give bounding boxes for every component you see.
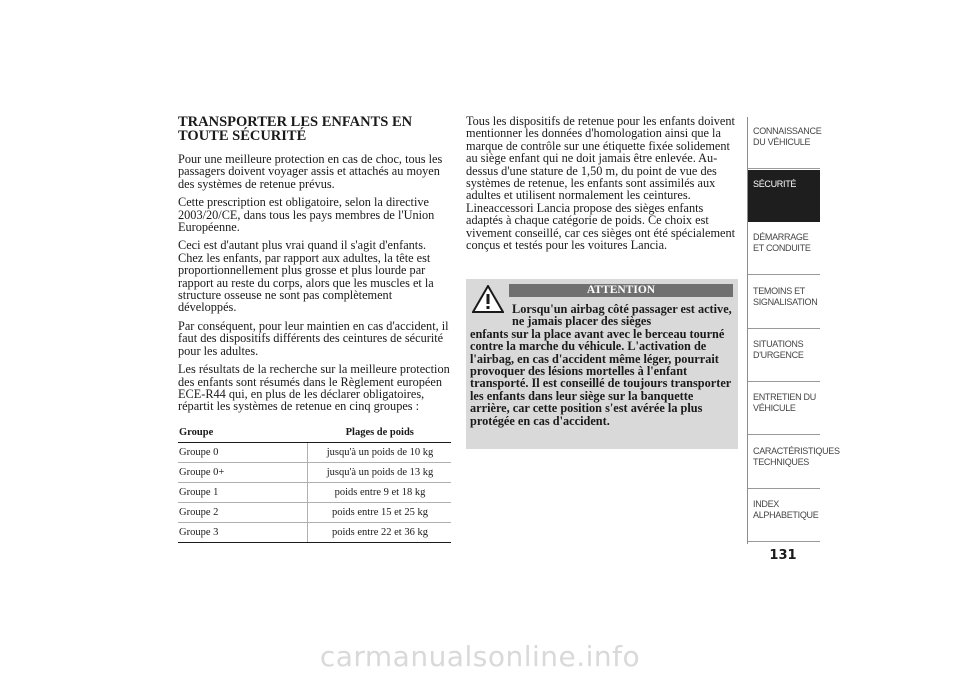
table-row	[178, 503, 451, 523]
sidebar-tab-securite[interactable]: SÉCURITÉ	[748, 170, 820, 222]
paragraph: Par conséquent, pour leur maintien en cas d'accident, il faut des dispositifs différents des ceintures de sécurité pour les adultes.	[178, 318, 449, 358]
paragraph: Pour une meilleure protection en cas de choc, tous les passagers doivent voyager assis et attachés au moyen des systèmes de retenue prévus.	[178, 152, 443, 191]
warning-body: enfants sur la place avant avec le berceau tourné contre la marche du véhicule. L'activation de l'airbag, en cas d'accident même léger, pourrait provoquer des lésions mortelles à l'enfant transporté. Il est conseillé de toujours transporter les enfants dans leur siège sur la banquette arrière, car cette position s'est avérée la plus protégée en cas d'accident.	[470, 326, 732, 428]
paragraph: Ceci est d'autant plus vrai quand il s'agit d'enfants. Chez les enfants, par rapport aux adultes, la tête est proportionnellement plus grosse et plus lourde par rapport au reste du corps, alors que les muscles et la structure osseuse ne sont pas complètement développés.	[178, 238, 434, 315]
group-cell: Groupe 0+	[178, 463, 308, 483]
warning-box	[466, 279, 738, 449]
weight-cell: poids entre 9 et 18 kg	[308, 483, 452, 503]
page-number: 131	[769, 548, 797, 563]
weight-cell: jusqu'à un poids de 10 kg	[308, 443, 452, 463]
sidebar-tab-temoins[interactable]: TEMOINS ET SIGNALISATION	[748, 277, 820, 329]
warning-text	[470, 303, 732, 427]
warning-lead: Lorsqu'un airbag côté passager est active, ne jamais placer des sièges	[512, 302, 732, 329]
watermark: carmanualsonline.info	[319, 640, 641, 673]
warning-header: ATTENTION	[509, 284, 733, 297]
weight-cell: poids entre 15 et 25 kg	[308, 503, 452, 523]
sidebar-tab-entretien[interactable]: ENTRETIEN DU VÉHICULE	[748, 383, 820, 435]
weight-groups-table	[178, 423, 451, 543]
paragraph: Tous les dispositifs de retenue pour les enfants doivent mentionner les données d'homologation ainsi que la marque de contrôle sur une étiquette fixée solidement au siège enfant qui ne doit jamais être enlevée. Au-dessus d'une stature de 1,50 m, du point de vue des systèmes de retenue, les enfants sont assimilés aux adultes et utilisent normalement les ceintures. Lineaccessori Lancia propose des sièges enfants adaptés à chaque catégorie de poids. Ce choix est vivement conseillé, car ces sièges ont été spécialement conçus et testés pour les voitures Lancia.	[466, 114, 736, 253]
paragraph: Cette prescription est obligatoire, selon la directive 2003/20/CE, dans tous les pays membres de l'Union Européenne.	[178, 195, 435, 235]
table-header-row	[178, 423, 451, 443]
sidebar-tab-demarrage[interactable]: DÉMARRAGE ET CONDUITE	[748, 223, 820, 275]
sidebar-tab-caracteristiques[interactable]: CARACTÉRISTIQUES TECHNIQUES	[748, 437, 820, 489]
table-row	[178, 463, 451, 483]
left-column	[178, 153, 450, 419]
weight-cell: jusqu'à un poids de 13 kg	[308, 463, 452, 483]
section-title: TRANSPORTER LES ENFANTS EN TOUTE SÉCURITÉ	[178, 114, 413, 144]
group-cell: Groupe 2	[178, 503, 308, 523]
right-column	[466, 115, 740, 251]
sidebar-tab-connaissance[interactable]: CONNAISSANCE DU VÉHICULE	[748, 117, 820, 169]
weight-cell: poids entre 22 et 36 kg	[308, 523, 452, 543]
paragraph: Les résultats de la recherche sur la meilleure protection des enfants sont résumés dans le Règlement européen ECE-R44 qui, en plus de les déclarer obligatoires, répartit les systèmes de retenue en cinq groupes :	[178, 362, 450, 414]
sidebar-tab-index[interactable]: INDEX ALPHABETIQUE	[748, 490, 820, 542]
group-cell: Groupe 0	[178, 443, 308, 463]
table-row	[178, 443, 451, 463]
column-header-group: Groupe	[178, 423, 308, 443]
chapter-sidebar	[747, 117, 840, 544]
column-header-weight: Plages de poids	[308, 423, 452, 443]
table-row	[178, 523, 451, 543]
group-cell: Groupe 1	[178, 483, 308, 503]
group-cell: Groupe 3	[178, 523, 308, 543]
sidebar-tab-situations[interactable]: SITUATIONS D'URGENCE	[748, 330, 820, 382]
table-row	[178, 483, 451, 503]
